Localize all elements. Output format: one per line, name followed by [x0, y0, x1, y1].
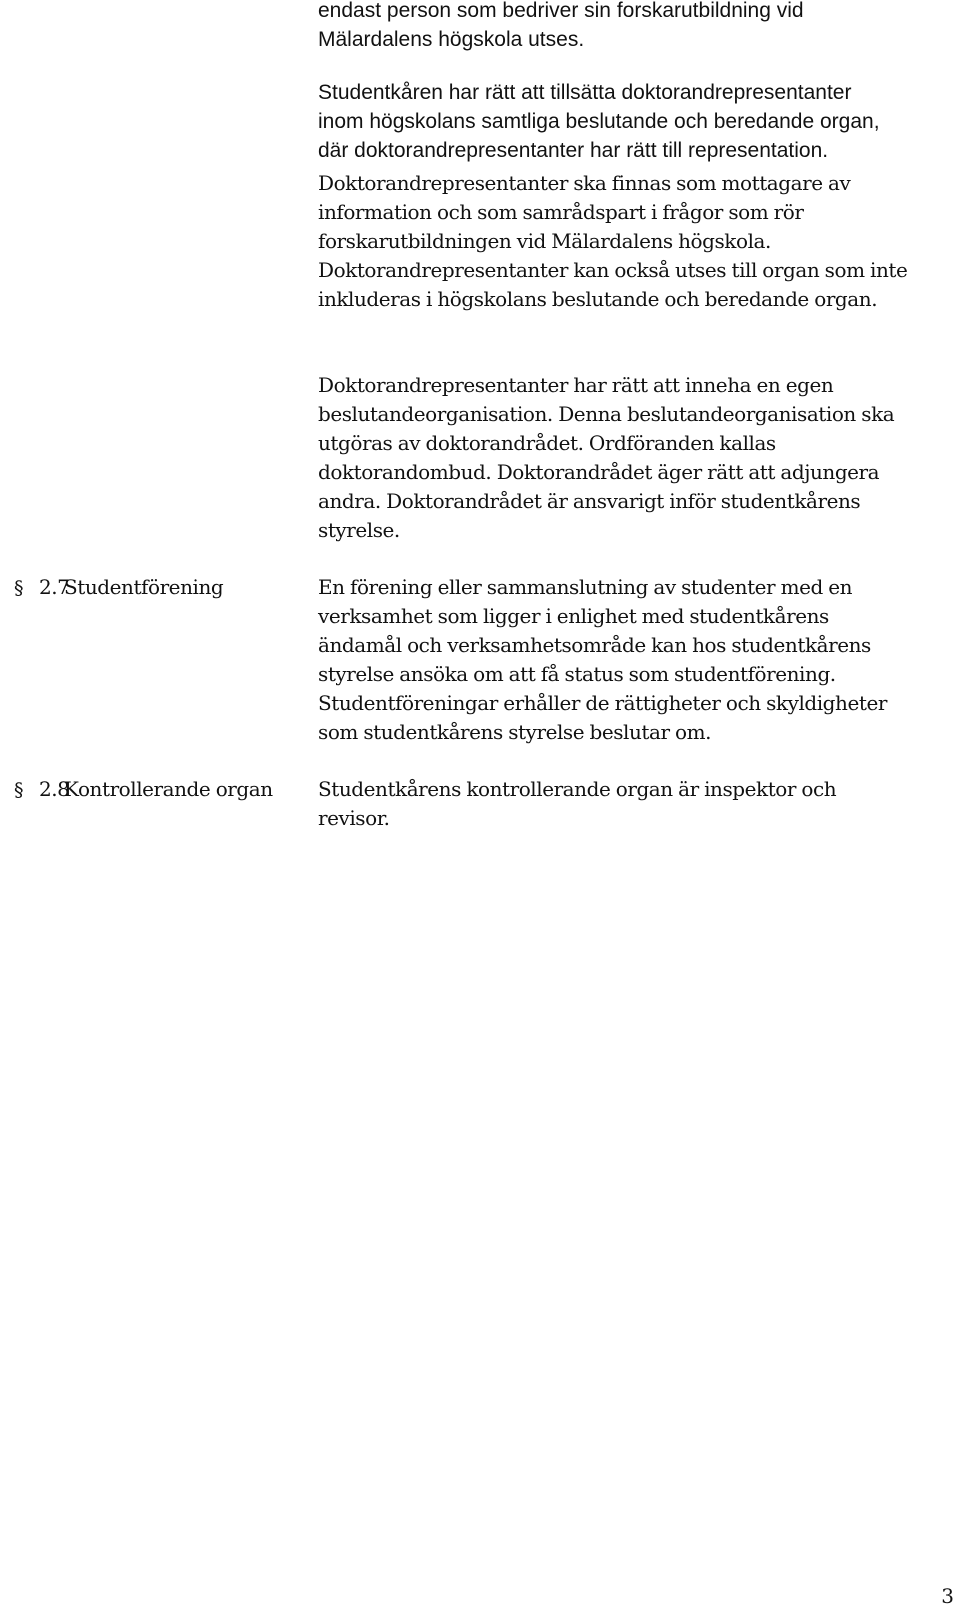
intro-paragraph [318, 0, 958, 54]
text-line: doktorandombud. Doktorandrådet äger rätt att adjungera [318, 460, 880, 484]
text-line: Doktorandrepresentanter kan också utses till organ som inte [318, 258, 908, 282]
text-line: revisor. [318, 806, 390, 830]
text-line: utgöras av doktorandrådet. Ordföranden kallas [318, 431, 776, 455]
text-line: verksamhet som ligger i enlighet med studentkårens [318, 604, 829, 628]
text-line: Mälardalens högskola utses. [318, 28, 585, 51]
text-line: endast person som bedriver sin forskarutbildning vid [318, 0, 804, 22]
text-line: styrelse ansöka om att få status som studentförening. [318, 662, 836, 686]
text-line: Doktorandrepresentanter har rätt att inneha en egen [318, 373, 834, 397]
text-line: Studentföreningar erhåller de rättigheter och skyldigheter [318, 691, 887, 715]
text-line: styrelse. [318, 518, 400, 542]
recipients-paragraph [318, 169, 958, 314]
section-title: Studentförening [64, 575, 224, 599]
text-line: beslutandeorganisation. Denna beslutandeorganisation ska [318, 402, 895, 426]
text-line: andra. Doktorandrådet är ansvarigt inför studentkårens [318, 489, 861, 513]
text-line: där doktorandrepresentanter har rätt till representation. [318, 139, 829, 162]
section-body [318, 573, 958, 747]
section-number: 2.8 [39, 777, 70, 801]
page-number: 3 [941, 1584, 954, 1608]
text-line: ändamål och verksamhetsområde kan hos studentkårens [318, 633, 871, 657]
section-body [318, 775, 958, 833]
section-title: Kontrollerande organ [64, 777, 273, 801]
section-number: 2.7 [39, 575, 70, 599]
text-line: forskarutbildningen vid Mälardalens högskola. [318, 229, 771, 253]
text-line: inkluderas i högskolans beslutande och beredande organ. [318, 287, 878, 311]
text-line: Studentkåren har rätt att tillsätta doktorandrepresentanter [318, 81, 852, 104]
text-line: En förening eller sammanslutning av studenter med en [318, 575, 853, 599]
text-line: Doktorandrepresentanter ska finnas som mottagare av [318, 171, 851, 195]
section-sign: § [14, 577, 24, 599]
representation-paragraph [318, 78, 958, 165]
organisation-paragraph [318, 371, 958, 545]
section-sign: § [14, 779, 24, 801]
text-line: information och som samrådspart i frågor som rör [318, 200, 804, 224]
text-line: Studentkårens kontrollerande organ är inspektor och [318, 777, 837, 801]
text-line: som studentkårens styrelse beslutar om. [318, 720, 712, 744]
text-line: inom högskolans samtliga beslutande och beredande organ, [318, 110, 880, 133]
